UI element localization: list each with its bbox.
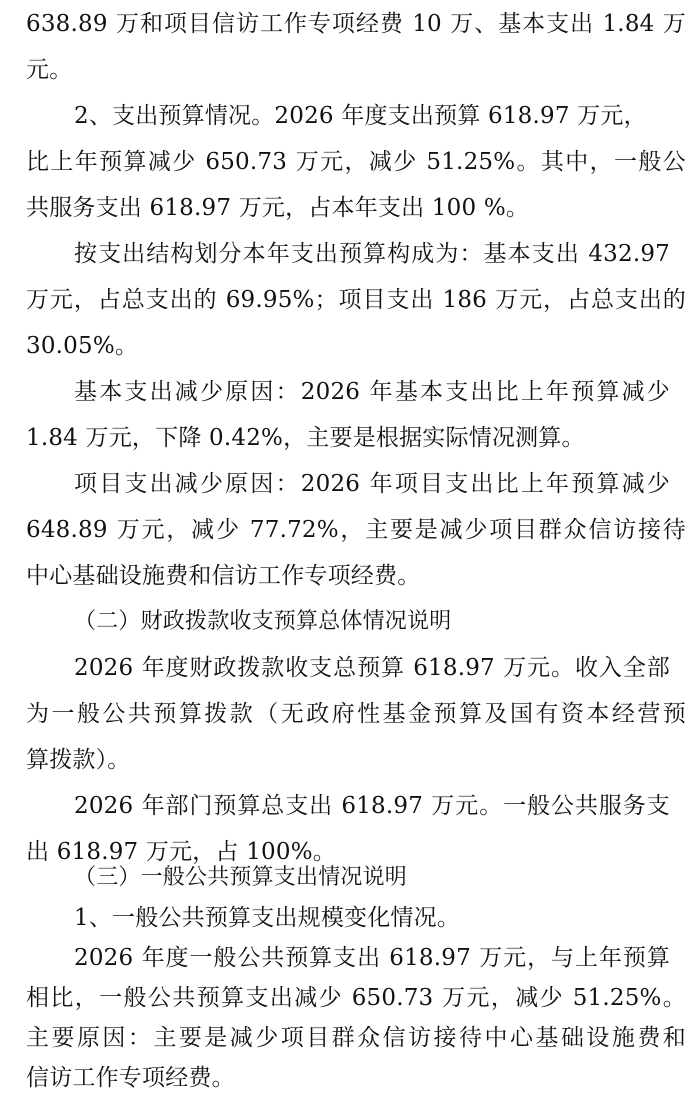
text-line: 项目支出减少原因：2026 年项目支出比上年预算减少 bbox=[74, 471, 670, 497]
text-line: 648.89 万元，减少 77.72%，主要是减少项目群众信访接待 bbox=[26, 517, 686, 543]
text-line: 信访工作专项经费。 bbox=[26, 1065, 235, 1091]
text-line: 按支出结构划分本年支出预算构成为：基本支出 432.97 bbox=[74, 241, 670, 267]
text-line: 638.89 万和项目信访工作专项经费 10 万、基本支出 1.84 万 bbox=[26, 11, 686, 37]
text-line: 比上年预算减少 650.73 万元，减少 51.25%。其中，一般公 bbox=[26, 149, 686, 175]
text-line: 1.84 万元，下降 0.42%，主要是根据实际情况测算。 bbox=[26, 425, 585, 451]
text-line: 万元，占总支出的 69.95%；项目支出 186 万元，占总支出的 bbox=[26, 287, 686, 313]
text-line: 30.05%。 bbox=[26, 333, 139, 359]
section-heading-2: （二）财政拨款收支预算总体情况说明 bbox=[74, 609, 452, 634]
text-line: 主要原因：主要是减少项目群众信访接待中心基础设施费和 bbox=[26, 1025, 686, 1051]
text-line: 基本支出减少原因：2026 年基本支出比上年预算减少 bbox=[74, 379, 670, 405]
text-line: 出 618.97 万元，占 100%。 bbox=[26, 839, 336, 865]
section-heading-3: （三）一般公共预算支出情况说明 bbox=[74, 865, 408, 890]
text-line: 共服务支出 618.97 万元，占本年支出 100 %。 bbox=[26, 195, 530, 221]
text-line: 2026 年度一般公共预算支出 618.97 万元，与上年预算 bbox=[74, 945, 670, 971]
text-line: 为一般公共预算拨款（无政府性基金预算及国有资本经营预 bbox=[26, 701, 686, 727]
text-line: 算拨款）。 bbox=[26, 747, 131, 773]
text-line: 相比，一般公共预算支出减少 650.73 万元，减少 51.25%。 bbox=[26, 985, 686, 1011]
text-line: 2026 年部门预算总支出 618.97 万元。一般公共服务支 bbox=[74, 793, 670, 819]
text-line: 2026 年度财政拨款收支总预算 618.97 万元。收入全部 bbox=[74, 655, 670, 681]
section-item-2-heading-line: 2、支出预算情况。2026 年度支出预算 618.97 万元， bbox=[74, 103, 647, 129]
text-line: 中心基础设施费和信访工作专项经费。 bbox=[26, 563, 421, 589]
text-line: 元。 bbox=[26, 57, 73, 83]
section-item-1-heading-line: 1、一般公共预算支出规模变化情况。 bbox=[74, 905, 461, 931]
